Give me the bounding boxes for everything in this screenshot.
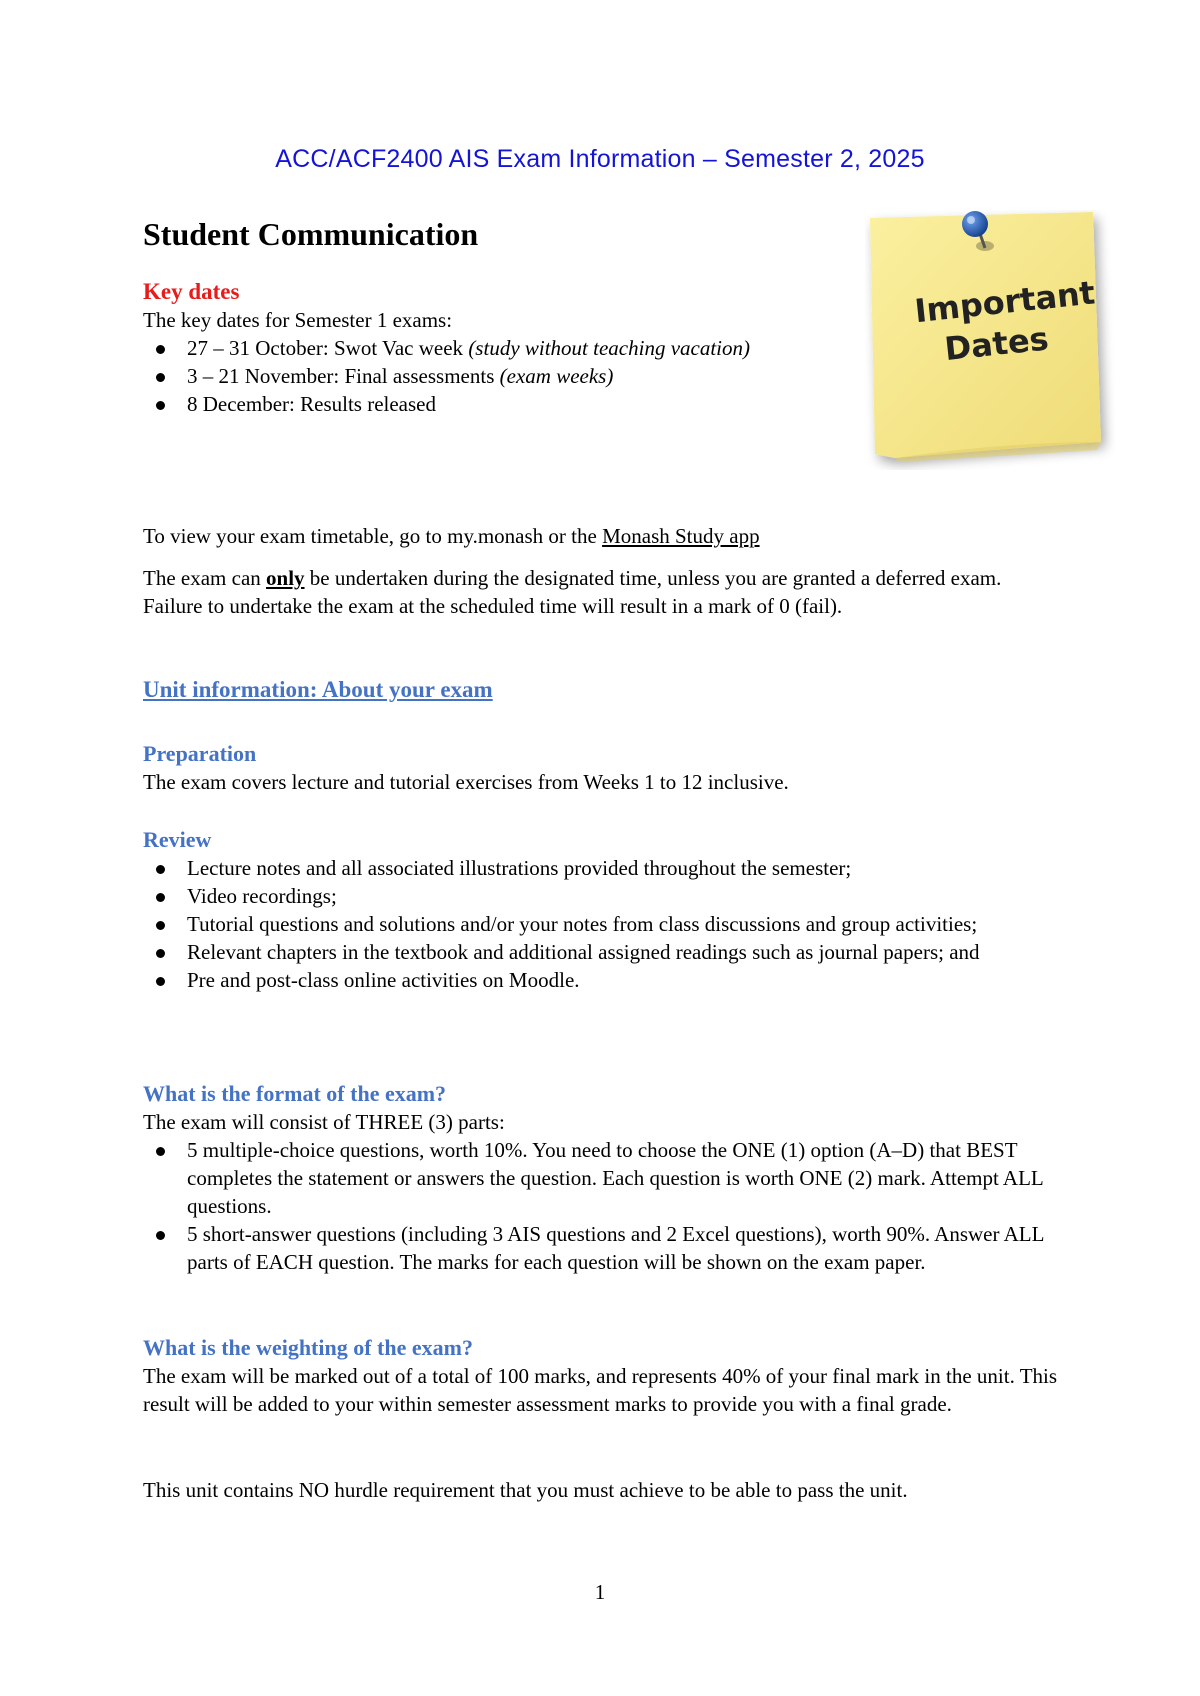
format-list xyxy=(143,1136,1063,1276)
key-dates-heading: Key dates xyxy=(143,279,240,304)
list-item: Pre and post-class online activities on Moodle. xyxy=(143,966,1023,994)
format-intro: The exam will consist of THREE (3) parts: xyxy=(143,1110,505,1134)
list-item: Tutorial questions and solutions and/or your notes from class discussions and group activities; xyxy=(143,910,1023,938)
key-dates-list xyxy=(143,334,763,418)
list-item: 5 multiple-choice questions, worth 10%. You need to choose the ONE (1) option (A–D) that BEST completes the statement or answers the question. Each question is worth ONE (2) mark. Attempt ALL questions. xyxy=(143,1136,1063,1220)
bullet-icon xyxy=(156,345,165,354)
important-dates-sticky-note xyxy=(865,210,1115,470)
page-number: 1 xyxy=(594,1580,606,1604)
review-heading: Review xyxy=(143,827,212,852)
preparation-text: The exam covers lecture and tutorial exercises from Weeks 1 to 12 inclusive. xyxy=(143,770,789,794)
list-item: Relevant chapters in the textbook and additional assigned readings such as journal papers; and xyxy=(143,938,1023,966)
bullet-icon xyxy=(156,949,165,958)
hurdle-paragraph: This unit contains NO hurdle requirement that you must achieve to be able to pass the unit. xyxy=(143,1478,908,1502)
list-item: 3 – 21 November: Final assessments (exam weeks) xyxy=(143,362,763,390)
timetable-paragraph: To view your exam timetable, go to my.monash or the Monash Study app xyxy=(143,524,760,548)
weighting-section xyxy=(143,1334,1063,1418)
bullet-icon xyxy=(156,1147,165,1156)
preparation-section xyxy=(143,740,1063,796)
review-section xyxy=(143,826,1023,994)
bullet-icon xyxy=(156,865,165,874)
sticky-note-line2: Dates xyxy=(942,319,1051,369)
bullet-icon xyxy=(156,893,165,902)
list-item: Lecture notes and all associated illustrations provided throughout the semester; xyxy=(143,854,1023,882)
list-item: Video recordings; xyxy=(143,882,1023,910)
designated-time-paragraph: The exam can only be undertaken during the designated time, unless you are granted a deferred exam. Failure to undertake the exam at the scheduled time will result in a mark of 0 (fail). xyxy=(143,566,1002,618)
bullet-icon xyxy=(156,921,165,930)
list-item: 27 – 31 October: Swot Vac week (study without teaching vacation) xyxy=(143,334,763,362)
only-emphasis: only xyxy=(266,566,305,590)
preparation-heading: Preparation xyxy=(143,741,257,766)
sticky-note-line1: Important xyxy=(912,273,1097,331)
bullet-icon xyxy=(156,373,165,382)
weighting-text: The exam will be marked out of a total of 100 marks, and represents 40% of your final mark in the unit. This result will be added to your within semester assessment marks to provide you with a final grade. xyxy=(143,1364,1058,1416)
document-title: ACC/ACF2400 AIS Exam Information – Semester 2, 2025 xyxy=(275,145,925,173)
page-heading: Student Communication xyxy=(143,216,479,252)
bullet-icon xyxy=(156,401,165,410)
format-heading: What is the format of the exam? xyxy=(143,1081,447,1106)
monash-study-app-link[interactable]: Monash Study app xyxy=(602,524,760,548)
format-section xyxy=(143,1080,1063,1276)
key-dates-intro: The key dates for Semester 1 exams: xyxy=(143,308,453,332)
list-item: 8 December: Results released xyxy=(143,390,763,418)
weighting-heading: What is the weighting of the exam? xyxy=(143,1335,473,1360)
review-list xyxy=(143,854,1023,994)
unit-information-heading[interactable]: Unit information: About your exam xyxy=(143,677,493,702)
key-dates-section xyxy=(143,278,763,418)
list-item: 5 short-answer questions (including 3 AIS questions and 2 Excel questions), worth 90%. Answer ALL parts of EACH question. The marks for each question will be shown on the exam paper. xyxy=(143,1220,1063,1276)
bullet-icon xyxy=(156,1231,165,1240)
bullet-icon xyxy=(156,977,165,986)
